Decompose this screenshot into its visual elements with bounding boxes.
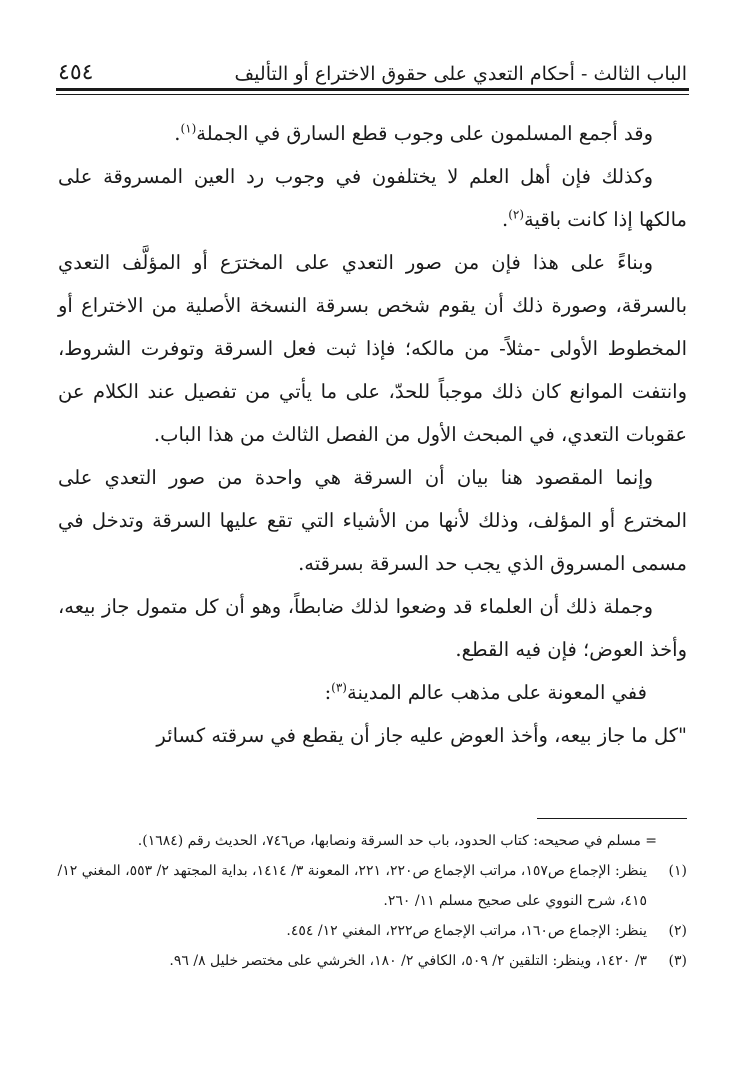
running-header — [58, 44, 687, 84]
footnote-ref: (٢) — [508, 207, 525, 222]
footnote-separator — [537, 818, 687, 819]
footnotes — [56, 826, 687, 976]
footnote-number: (٣) — [668, 953, 687, 969]
paragraph — [58, 671, 687, 714]
footnote-number: (١) — [668, 863, 687, 879]
punctuation: : — [324, 681, 332, 704]
footnote-text: ٣/ ١٤٢٠، وينظر: التلقين ٢/ ٥٠٩، الكافي ٢/ ١٨٠، الخرشي على مختصر خليل ٨/ ٩٦. — [169, 953, 647, 969]
paragraph-text: ففي المعونة على مذهب عالم المدينة — [346, 681, 647, 704]
paragraph — [58, 155, 687, 241]
footnote-item — [56, 916, 687, 946]
page-number: ٤٥٤ — [58, 60, 94, 85]
main-text — [58, 112, 687, 757]
header-rule-thin — [56, 94, 689, 95]
paragraph-text: وكذلك فإن أهل العلم لا يختلفون في وجوب رد العين المسروقة على مالكها إذا كانت باقية — [58, 165, 687, 231]
footnote-ref: (٣) — [331, 680, 347, 695]
footnote-item — [56, 856, 687, 916]
footnote-item — [56, 946, 687, 976]
footnote-continuation: = مسلم في صحيحه: كتاب الحدود، باب حد السرقة ونصابها، ص٧٤٦، الحديث رقم (١٦٨٤). — [137, 833, 657, 849]
footnote-text: ينظر: الإجماع ص١٦٠، مراتب الإجماع ص٢٢٢، المغني ١٢/ ٤٥٤. — [286, 923, 647, 939]
quotation: "كل ما جاز بيعه، وأخذ العوض عليه جاز أن يقطع في سرقته كسائر — [156, 724, 687, 747]
header-rule-thick — [56, 88, 689, 91]
paragraph: وإنما المقصود هنا بيان أن السرقة هي واحدة من صور التعدي على المخترع أو المؤلف، وذلك لأنها من الأشياء التي تقع عليها السرقة وتدخل في مسمى المسروق الذي يجب حد السرقة بسرقته. — [58, 466, 687, 575]
paragraph: وبناءً على هذا فإن من صور التعدي على المخترَع أو المؤلَّف التعدي بالسرقة، وصورة ذلك أن يقوم شخص بسرقة النسخة الأصلية من الاختراع أو المخطوط الأولى -مثلاً- من مالكه؛ فإذا ثبت فعل السرقة وتوفرت الشروط، وانتفت الموانع كان ذلك موجباً للحدّ، على ما يأتي من تفصيل عند الكلام عن عقوبات التعدي، في المبحث الأول من الفصل الثالث من هذا الباب. — [58, 251, 687, 446]
paragraph-text: وقد أجمع المسلمون على وجوب قطع السارق في الجملة — [196, 122, 653, 145]
footnote-ref: (١) — [180, 121, 197, 136]
punctuation: . — [174, 122, 181, 145]
paragraph — [58, 112, 687, 155]
footnote-number: (٢) — [668, 923, 687, 939]
paragraph: وجملة ذلك أن العلماء قد وضعوا لذلك ضابطاً، وهو أن كل متمول جاز بيعه، وأخذ العوض؛ فإن فيه القطع. — [58, 595, 687, 661]
footnote-text: ينظر: الإجماع ص١٥٧، مراتب الإجماع ص٢٢٠، ٢٢١، المعونة ٣/ ١٤١٤، بداية المجتهد ٢/ ٥٥٣، المغني ١٢/ ٤١٥، شرح النووي على صحيح مسلم ١١/ ٢٦٠. — [57, 863, 647, 909]
punctuation: . — [501, 208, 509, 231]
chapter-title: الباب الثالث - أحكام التعدي على حقوق الاختراع أو التأليف — [234, 63, 687, 85]
